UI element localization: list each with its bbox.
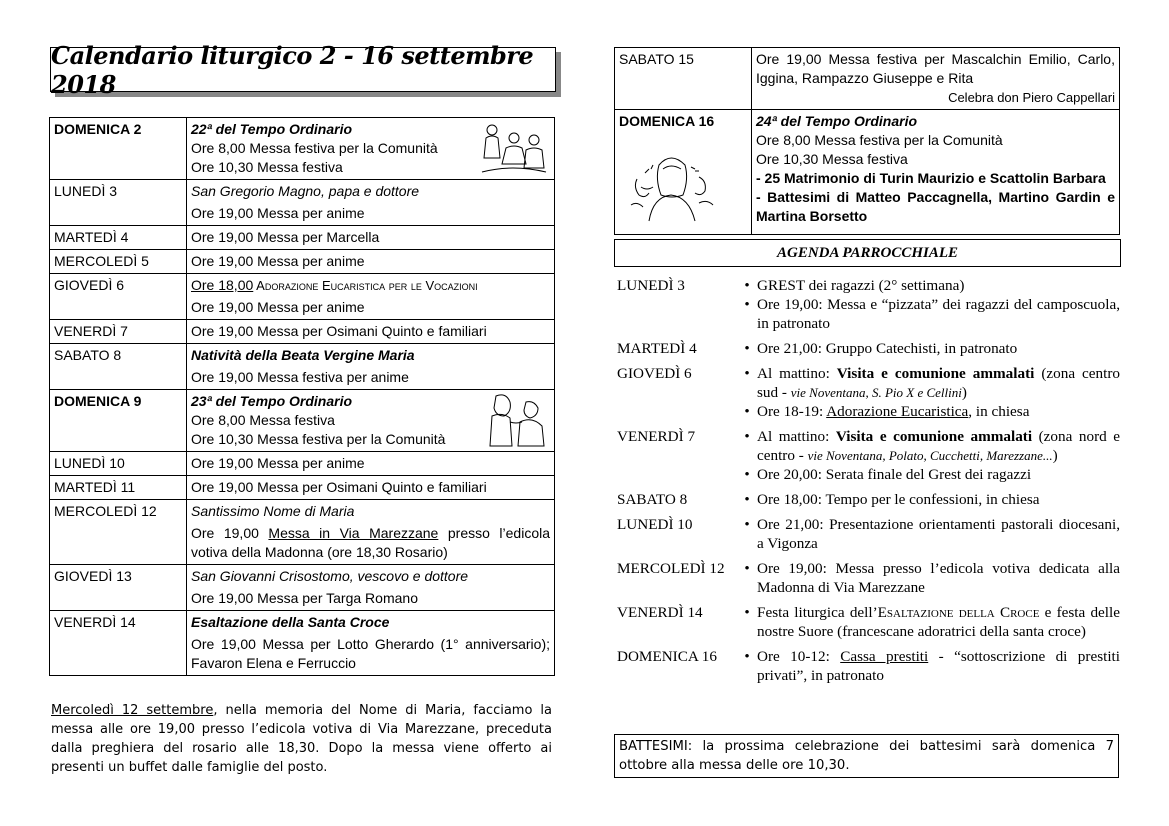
calendar-table-left bbox=[49, 117, 555, 676]
event-line: Ore 10,30 Messa festiva per la Comunità bbox=[191, 431, 446, 447]
day-cell: SABATO 8 bbox=[50, 344, 187, 390]
event-cell bbox=[187, 344, 555, 390]
event-cell bbox=[187, 180, 555, 226]
bullet-icon: • bbox=[744, 365, 750, 382]
event-line: Ore 19,00 Messa festiva per Mascalchin Emilio, Carlo, Iggina, Rampazzo Giuseppe e Rita bbox=[756, 51, 1115, 86]
event-cell bbox=[187, 500, 555, 565]
calendar-row bbox=[50, 226, 555, 250]
event-line: - 25 Matrimonio di Turin Maurizio e Scattolin Barbara bbox=[756, 170, 1106, 186]
event-line: Ore 19,00 Messa per anime bbox=[191, 299, 365, 315]
agenda-row bbox=[617, 427, 1120, 484]
agenda-row bbox=[617, 603, 1120, 641]
event-line: Ore 19,00 Messa festiva per anime bbox=[191, 369, 409, 385]
day-cell bbox=[615, 110, 752, 235]
day-cell: LUNEDÌ 3 bbox=[50, 180, 187, 226]
bullet-icon: • bbox=[744, 604, 750, 621]
note-left bbox=[51, 701, 552, 777]
day-cell: LUNEDÌ 10 bbox=[50, 452, 187, 476]
calendar-row bbox=[50, 344, 555, 390]
bullet-icon: • bbox=[744, 277, 750, 294]
event-heading: San Gregorio Magno, papa e dottore bbox=[191, 183, 420, 199]
agenda-item: • Ore 19,00: Messa presso l’edicola votiva dedicata alla Madonna di Via Marezzane bbox=[737, 559, 1120, 597]
day-cell: MERCOLEDÌ 5 bbox=[50, 250, 187, 274]
event-line: Ore 19,00 Messa per anime bbox=[191, 455, 365, 471]
agenda-row bbox=[617, 339, 1120, 358]
calendar-row bbox=[50, 274, 555, 320]
day-cell: DOMENICA 9 bbox=[50, 390, 187, 452]
agenda-day: LUNEDÌ 3 bbox=[617, 277, 685, 294]
event-cell bbox=[187, 250, 555, 274]
agenda-day: SABATO 8 bbox=[617, 491, 688, 508]
agenda-item: • Ore 21,00: Presentazione orientamenti pastorali diocesani, a Vigonza bbox=[737, 515, 1120, 553]
calendar-row bbox=[50, 452, 555, 476]
event-cell bbox=[187, 274, 555, 320]
day-cell: MERCOLEDÌ 12 bbox=[50, 500, 187, 565]
day-cell: VENERDÌ 7 bbox=[50, 320, 187, 344]
celebrant-line: Celebra don Piero Cappellari bbox=[948, 90, 1115, 105]
bullet-icon: • bbox=[744, 648, 750, 665]
event-cell bbox=[187, 611, 555, 676]
calendar-row bbox=[615, 48, 1120, 110]
event-line: Ore 19,00 Messa in Via Marezzane presso l’edicola votiva della Madonna (ore 18,30 Rosario) bbox=[191, 525, 551, 560]
agenda-item: • Ore 19,00: Messa e “pizzata” dei ragazzi del camposcuola, in patronato bbox=[737, 295, 1120, 333]
event-cell bbox=[187, 565, 555, 611]
title-box bbox=[50, 40, 556, 99]
agenda-day: LUNEDÌ 10 bbox=[617, 516, 693, 533]
event-cell bbox=[187, 390, 555, 452]
bullet-icon: • bbox=[744, 466, 750, 483]
illustration-crowd-icon bbox=[629, 135, 715, 227]
agenda-item: • Ore 20,00: Serata finale del Grest dei ragazzi bbox=[737, 465, 1120, 484]
calendar-row bbox=[50, 500, 555, 565]
event-heading: Esaltazione della Santa Croce bbox=[191, 614, 390, 630]
battesimi-box bbox=[614, 734, 1119, 778]
agenda-item: • Ore 18-19: Adorazione Eucaristica, in chiesa bbox=[737, 402, 1120, 421]
calendar-row bbox=[50, 250, 555, 274]
calendar-row bbox=[50, 180, 555, 226]
note-left-date: Mercoledì 12 settembre bbox=[51, 703, 214, 718]
bullet-icon: • bbox=[744, 560, 750, 577]
event-cell bbox=[187, 452, 555, 476]
bullet-icon: • bbox=[744, 491, 750, 508]
event-line: Ore 8,00 Messa festiva bbox=[191, 412, 335, 428]
event-cell bbox=[187, 320, 555, 344]
agenda-item: • Ore 10-12: Cassa prestiti - “sottoscrizione di prestiti privati”, in patronato bbox=[737, 647, 1120, 685]
bullet-icon: • bbox=[744, 340, 750, 357]
agenda-title: AGENDA PARROCCHIALE bbox=[776, 244, 959, 261]
event-heading: Santissimo Nome di Maria bbox=[191, 503, 355, 519]
illustration-healing-icon bbox=[486, 392, 550, 448]
bullet-icon: • bbox=[744, 516, 750, 533]
event-cell bbox=[187, 476, 555, 500]
page-title: Calendario liturgico 2 - 16 settembre 2018 bbox=[51, 40, 534, 99]
agenda-row bbox=[617, 490, 1120, 509]
agenda-row bbox=[617, 515, 1120, 553]
event-heading: 22ª del Tempo Ordinario bbox=[191, 121, 353, 137]
calendar-table-right bbox=[614, 47, 1120, 235]
bullet-icon: • bbox=[744, 428, 750, 445]
note-left-text: , nella memoria del Nome di Maria, facciamo la messa alle ore 19,00 presso l’edicola votiva di Via Marezzane, preceduta dalla preghiera del rosario alle 18,30. Dopo la messa viene offerto ai presenti un buffet dalle famiglie del posto. bbox=[51, 703, 552, 775]
day-cell: DOMENICA 2 bbox=[50, 118, 187, 180]
battesimi-text: BATTESIMI: la prossima celebrazione dei battesimi sarà domenica 7 ottobre alla messa delle ore 10,30. bbox=[619, 739, 1114, 773]
agenda-row bbox=[617, 364, 1120, 421]
event-line: - Battesimi di Matteo Paccagnella, Martino Gardin e Martina Borsetto bbox=[756, 189, 1115, 224]
day-cell: MARTEDÌ 4 bbox=[50, 226, 187, 250]
calendar-row bbox=[50, 565, 555, 611]
agenda-day: MERCOLEDÌ 12 bbox=[617, 560, 725, 577]
illustration-gospel-group-icon bbox=[478, 120, 550, 176]
bullet-icon: • bbox=[744, 403, 750, 420]
day-cell: VENERDÌ 14 bbox=[50, 611, 187, 676]
event-line: Ore 19,00 Messa per Marcella bbox=[191, 229, 380, 245]
calendar-row bbox=[50, 118, 555, 180]
event-line: Ore 10,30 Messa festiva bbox=[191, 159, 343, 175]
agenda-item: • Ore 18,00: Tempo per le confessioni, in chiesa bbox=[737, 490, 1120, 509]
day-cell: GIOVEDÌ 6 bbox=[50, 274, 187, 320]
agenda-item: • Ore 21,00: Gruppo Catechisti, in patronato bbox=[737, 339, 1120, 358]
event-line: Ore 19,00 Messa per anime bbox=[191, 205, 365, 221]
event-heading: 23ª del Tempo Ordinario bbox=[191, 393, 353, 409]
calendar-row bbox=[50, 320, 555, 344]
bullet-icon: • bbox=[744, 296, 750, 313]
agenda-item: • Festa liturgica dell’Esaltazione della Croce e festa delle nostre Suore (francescane adoratrici della santa croce) bbox=[737, 603, 1120, 641]
agenda-item: • Al mattino: Visita e comunione ammalati (zona nord e centro - vie Noventana, Polato, Cucchetti, Marezzane...) bbox=[737, 427, 1120, 465]
event-cell bbox=[752, 48, 1120, 110]
agenda-day: DOMENICA 16 bbox=[617, 648, 717, 665]
agenda-header bbox=[614, 239, 1121, 267]
event-heading: Natività della Beata Vergine Maria bbox=[191, 347, 415, 363]
event-cell bbox=[187, 118, 555, 180]
agenda-row bbox=[617, 276, 1120, 333]
agenda-row bbox=[617, 559, 1120, 597]
day-label: DOMENICA 16 bbox=[619, 113, 715, 129]
event-line: Ore 8,00 Messa festiva per la Comunità bbox=[191, 140, 438, 156]
calendar-row bbox=[615, 110, 1120, 235]
event-heading: San Giovanni Crisostomo, vescovo e dottore bbox=[191, 568, 469, 584]
day-cell: MARTEDÌ 11 bbox=[50, 476, 187, 500]
calendar-row bbox=[50, 390, 555, 452]
event-cell bbox=[187, 226, 555, 250]
calendar-row bbox=[50, 476, 555, 500]
event-line: Ore 8,00 Messa festiva per la Comunità bbox=[756, 132, 1003, 148]
agenda-day: MARTEDÌ 4 bbox=[617, 340, 697, 357]
agenda-list bbox=[617, 276, 1120, 691]
calendar-row bbox=[50, 611, 555, 676]
event-line: Ore 19,00 Messa per Osimani Quinto e familiari bbox=[191, 479, 487, 495]
event-line: Ore 19,00 Messa per anime bbox=[191, 253, 365, 269]
agenda-day: GIOVEDÌ 6 bbox=[617, 365, 692, 382]
agenda-day: VENERDÌ 14 bbox=[617, 604, 703, 621]
event-line: Ore 19,00 Messa per Targa Romano bbox=[191, 590, 418, 606]
day-cell: GIOVEDÌ 13 bbox=[50, 565, 187, 611]
agenda-item: • Al mattino: Visita e comunione ammalati (zona centro sud - vie Noventana, S. Pio X e Cellini) bbox=[737, 364, 1120, 402]
agenda-row bbox=[617, 647, 1120, 685]
event-cell bbox=[752, 110, 1120, 235]
event-heading: Ore 18,00 Adorazione Eucaristica per le Vocazioni bbox=[191, 277, 478, 293]
day-cell: SABATO 15 bbox=[615, 48, 752, 110]
agenda-day: VENERDÌ 7 bbox=[617, 428, 696, 445]
event-heading: 24ª del Tempo Ordinario bbox=[756, 113, 918, 129]
event-line: Ore 10,30 Messa festiva bbox=[756, 151, 908, 167]
event-line: Ore 19,00 Messa per Lotto Gherardo (1° anniversario); Favaron Elena e Ferruccio bbox=[191, 636, 550, 671]
agenda-item: • GREST dei ragazzi (2° settimana) bbox=[737, 276, 1120, 295]
event-line: Ore 19,00 Messa per Osimani Quinto e familiari bbox=[191, 323, 487, 339]
